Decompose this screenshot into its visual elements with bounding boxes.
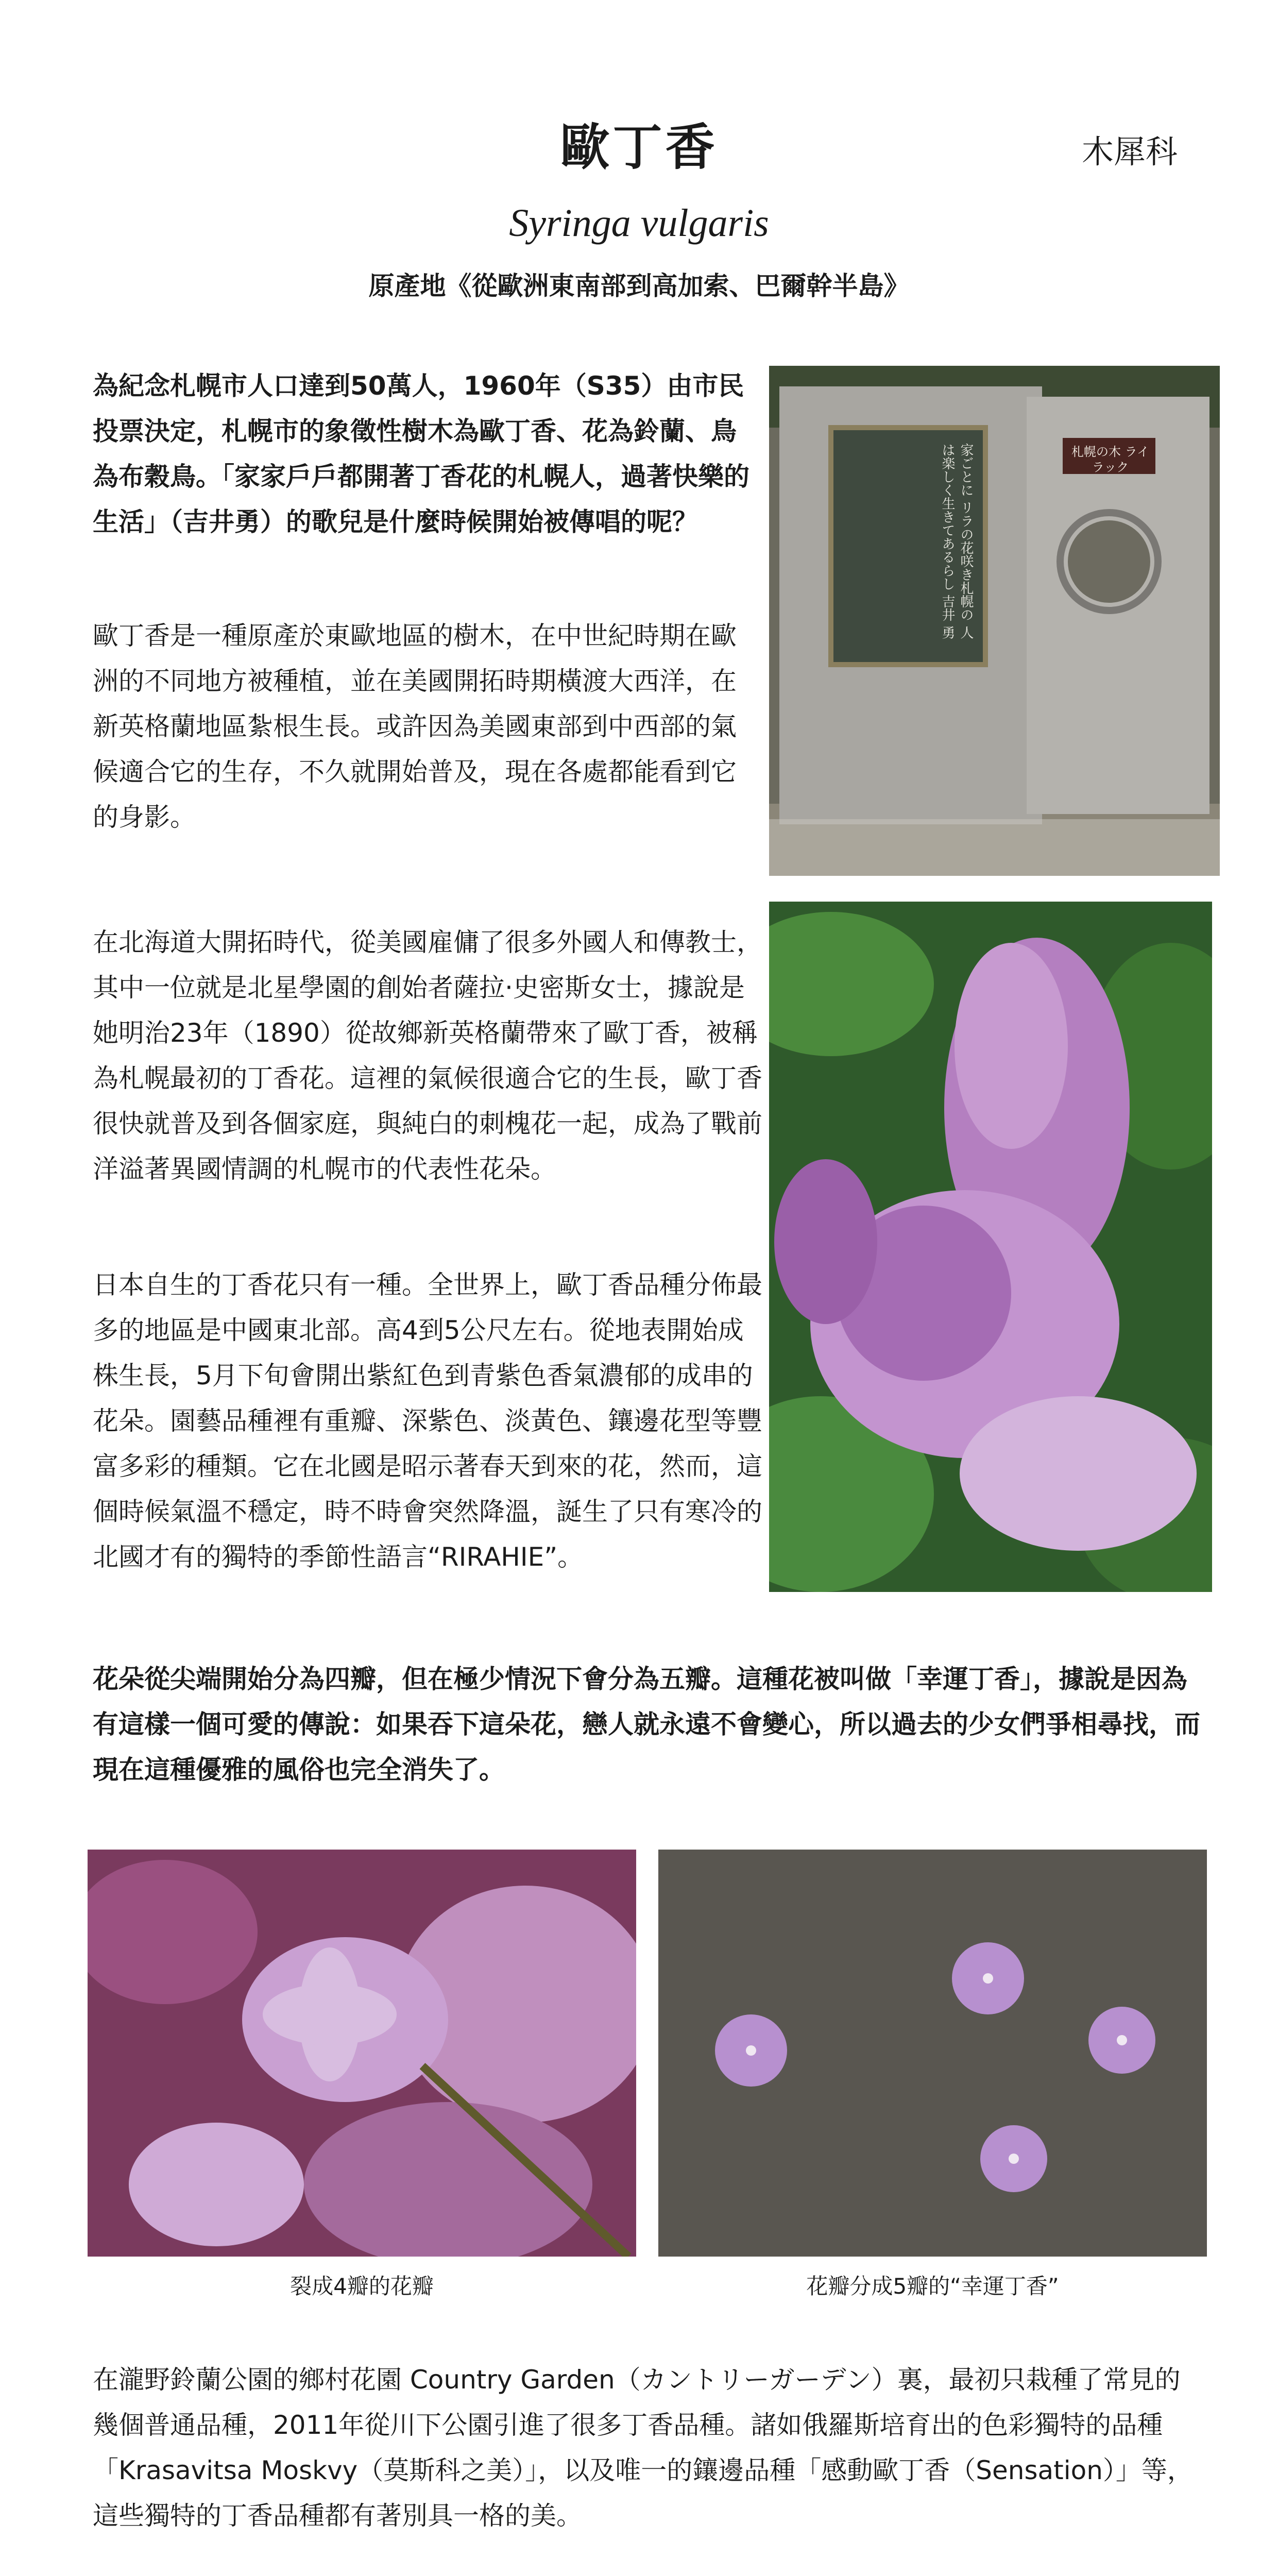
five-petal-photo xyxy=(658,1850,1207,2257)
lilac-cluster-photo xyxy=(769,902,1212,1592)
intro-answer: 歐丁香是一種原產於東歐地區的樹木，在中世紀時期在歐洲的不同地方被種植，並在美國開拓時期橫渡大西洋，在新英格蘭地區紮根生長。或許因為美國東部到中西部的氣候適合它的生存，不久就開始普及，現在各處都能看到它的身影。 xyxy=(93,621,737,832)
history-paragraph: 在北海道大開拓時代，從美國雇傭了很多外國人和傳教士，其中一位就是北星學園的創始者薩拉·史密斯女士，據說是她明治23年（1890）從故鄉新英格蘭帶來了歐丁香，被稱為札幌最初的丁香花。這裡的氣候很適合它的生長，歐丁香很快就普及到各個家庭，與純白的刺槐花一起，成為了戰前洋溢著異國情調的札幌市的代表性花朵。 xyxy=(93,927,762,1184)
five-petal-caption: 花瓣分成5瓣的“幸運丁香” xyxy=(806,2274,1059,2299)
lucky-lilac-paragraph: 花朵從尖端開始分為四瓣，但在極少情況下會分為五瓣。這種花被叫做「幸運丁香」，據說是因為有這樣一個可愛的傳說：如果吞下這朵花，戀人就永遠不會變心，所以過去的少女們爭相尋找，而現在這種優雅的風俗也完全消失了。 xyxy=(93,1664,1200,1785)
scientific-name: Syringa vulgaris xyxy=(509,201,769,245)
monument-plate-text: 札幌の木 ライラック xyxy=(1071,445,1149,474)
page-title: 歐丁香 xyxy=(560,118,718,176)
botany-paragraph: 日本自生的丁香花只有一種。全世界上，歐丁香品種分佈最多的地區是中國東北部。高4到5公尺左右。從地表開始成株生長，5月下旬會開出紫紅色到青紫色香氣濃郁的成串的花朵。園藝品種裡有重瓣、深紫色、淡黃色、鑲邊花型等豐富多彩的種類。它在北國是昭示著春天到來的花，然而，這個時候氣溫不穩定，時不時會突然降溫，誕生了只有寒冷的北國才有的獨特的季節性語言“RIRAHIE”。 xyxy=(93,1270,762,1572)
plant-family: 木犀科 xyxy=(1082,133,1178,171)
monument-photo xyxy=(769,366,1220,876)
country-garden-paragraph: 在瀧野鈴蘭公園的鄉村花園 Country Garden（カントリーガーデン）裏，最初只栽種了常見的幾個普通品種，2011年從川下公園引進了很多丁香品種。諸如俄羅斯培育出的色彩獨特的品種「Krasavitsa Moskvy（莫斯科之美）」，以及唯一的鑲邊品種「感動歐丁香（Sensation）」等，這些獨特的丁香品種都有著別具一格的美。 xyxy=(93,2365,1193,2531)
four-petal-photo xyxy=(88,1850,636,2257)
origin-line: 原產地《從歐洲東南部到高加索、巴爾幹半島》 xyxy=(368,271,910,301)
intro-question: 為紀念札幌市人口達到50萬人，1960年（S35）由市民投票決定，札幌市的象徵性樹木為歐丁香、花為鈴蘭、鳥為布穀鳥。「家家戶戶都開著丁香花的札幌人，過著快樂的生活」（吉井勇）的歌兒是什麼時候開始被傳唱的呢？ xyxy=(93,371,749,537)
monument-poem-text: 家ごとに リラの花咲き札幌の 人は楽しく生きてあるらし 吉井 勇 xyxy=(940,443,974,639)
four-petal-caption: 裂成4瓣的花瓣 xyxy=(290,2274,434,2299)
